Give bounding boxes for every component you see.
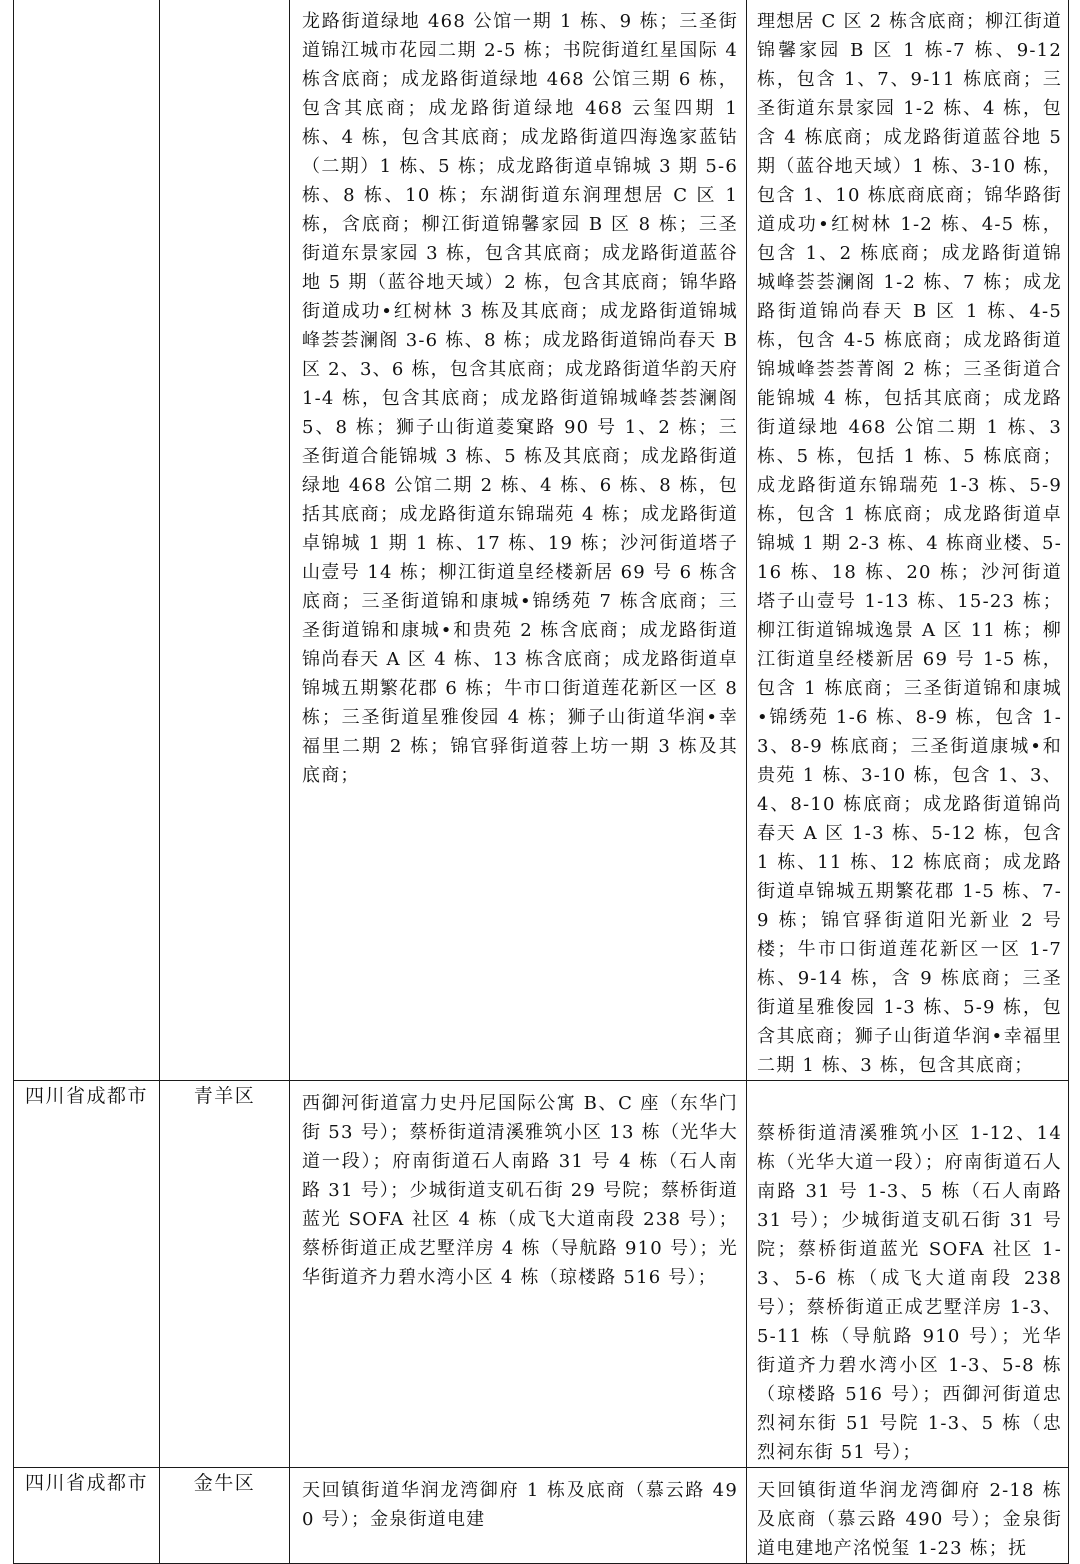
other-buildings-cell xyxy=(747,1081,1069,1468)
district-cell xyxy=(160,1081,290,1468)
province-label: 四川省成都市 xyxy=(24,1085,148,1107)
province-label: 四川省成都市 xyxy=(24,1472,148,1494)
table-row xyxy=(14,1468,1069,1564)
other-buildings-text: 理想居 C 区 2 栋含底商；柳江街道锦馨家园 B 区 1 栋-7 栋、9-12 栋，包含 1、7、9-11 栋底商；三圣街道东景家园 1-2 栋、4 栋，包含 4 栋底商；成龙路街道蓝谷地 5 期（蓝谷地天域）1 栋、3-10 栋，包含 1、10 栋底商底商；锦华路街道成功•红树林 1-2 栋、4-5 栋，包含 1、2 栋底商；成龙路街道锦城峰荟荟澜阁 1-2 栋、7 栋；成龙路街道锦尚春天 B 区 1 栋、4-5 栋，包含 4-5 栋底商；成龙路街道锦城峰荟荟菁阁 2 栋；三圣街道合能锦城 4 栋，包括其底商；成龙路街道绿地 468 公馆二期 1 栋、3 栋、5 栋，包括 1 栋、5 栋底商；成龙路街道东锦瑞苑 1-3 栋、5-9 栋，包含 1 栋底商；成龙路街道卓锦城 1 期 2-3 栋、4 栋商业楼、5-16 栋、18 栋、20 栋；沙河街道塔子山壹号 1-13 栋、15-23 栋；柳江街道锦城逸景 A 区 11 栋；柳江街道皇经楼新居 69 号 1-5 栋，包含 1 栋底商；三圣街道锦和康城•锦绣苑 1-6 栋、8-9 栋，包含 1-3、8-9 栋底商；三圣街道康城•和贵苑 1 栋、3-10 栋，包含 1、3、4、8-10 栋底商；成龙路街道锦尚春天 A 区 1-3 栋、5-12 栋，包含 1 栋、11 栋、12 栋底商；成龙路街道卓锦城五期繁花郡 1-5 栋、7-9 栋；锦官驿街道阳光新业 2 号楼；牛市口街道莲花新区一区 1-7 栋、9-14 栋，含 9 栋底商；三圣街道星雅俊园 1-3 栋、5-9 栋，包含其底商；狮子山街道华润•幸福里二期 1 栋、3 栋，包含其底商； xyxy=(757,11,1062,1076)
district-cell xyxy=(160,0,290,1081)
affected-buildings-cell xyxy=(290,0,747,1081)
province-cell xyxy=(14,0,160,1081)
affected-buildings-text: 龙路街道绿地 468 公馆一期 1 栋、9 栋；三圣街道锦江城市花园二期 2-5 栋；书院街道红星国际 4 栋含底商；成龙路街道绿地 468 公馆三期 6 栋，包含其底商；成龙路街道绿地 468 云玺四期 1 栋、4 栋，包含其底商；成龙路街道四海逸家蓝钻（二期）1 栋、5 栋；成龙路街道卓锦城 3 期 5-6 栋、8 栋、10 栋；东湖街道东润理想居 C 区 1 栋，含底商；柳江街道锦馨家园 B 区 8 栋；三圣街道东景家园 3 栋，包含其底商；成龙路街道蓝谷地 5 期（蓝谷地天域）2 栋，包含其底商；锦华路街道成功•红树林 3 栋及其底商；成龙路街道锦城峰荟荟澜阁 3-6 栋、8 栋；成龙路街道锦尚春天 B 区 2、3、6 栋，包含其底商；成龙路街道华韵天府 1-4 栋，包含其底商；成龙路街道锦城峰荟荟澜阁 5、8 栋；狮子山街道菱窠路 90 号 1、2 栋；三圣街道合能锦城 3 栋、5 栋及其底商；成龙路街道绿地 468 公馆二期 2 栋、4 栋、6 栋、8 栋，包括其底商；成龙路街道东锦瑞苑 4 栋；成龙路街道卓锦城 1 期 1 栋、17 栋、19 栋；沙河街道塔子山壹号 14 栋；柳江街道皇经楼新居 69 号 6 栋含底商；三圣街道锦和康城•锦绣苑 7 栋含底商；三圣街道锦和康城•和贵苑 2 栋含底商；成龙路街道锦尚春天 A 区 4 栋、13 栋含底商；成龙路街道卓锦城五期繁花郡 6 栋；牛市口街道莲花新区一区 8 栋；三圣街道星雅俊园 4 栋；狮子山街道华润•幸福里二期 2 栋；锦官驿街道蓉上坊一期 3 栋及其底商； xyxy=(302,11,738,786)
other-buildings-text: 天回镇街道华润龙湾御府 2-18 栋及底商（慕云路 490 号）；金泉街道电建地产洺悦玺 1-23 栋；抚 xyxy=(757,1480,1062,1559)
affected-buildings-text: 天回镇街道华润龙湾御府 1 栋及底商（慕云路 490 号）；金泉街道电建 xyxy=(302,1480,738,1530)
affected-buildings-text: 西御河街道富力史丹尼国际公寓 B、C 座（东华门街 53 号）；蔡桥街道清溪雅筑小区 13 栋（光华大道一段）；府南街道石人南路 31 号 4 栋（石人南路 31 号）；少城街道支矶石街 29 号院；蔡桥街道蓝光 SOFA 社区 4 栋（成飞大道南段 238 号）；蔡桥街道正成艺墅洋房 4 栋（导航路 910 号）；光华街道齐力碧水湾小区 4 栋（琼楼路 516 号）； xyxy=(302,1093,738,1288)
district-label: 金牛区 xyxy=(193,1472,256,1494)
affected-buildings-cell xyxy=(290,1081,747,1468)
other-buildings-text: 蔡桥街道清溪雅筑小区 1-12、14 栋（光华大道一段）；府南街道石人南路 31 号 1-3、5 栋（石人南路 31 号）；少城街道支矶石街 31 号院；蔡桥街道蓝光 SOFA 社区 1-3、5-6 栋（成飞大道南段 238 号）；蔡桥街道正成艺墅洋房 1-3、5-11 栋（导航路 910 号）；光华街道齐力碧水湾小区 1-3、5-8 栋（琼楼路 516 号）；西御河街道忠烈祠东街 51 号院 1-3、5 栋（忠烈祠东街 51 号）； xyxy=(757,1123,1062,1463)
other-buildings-cell xyxy=(747,0,1069,1081)
table-row xyxy=(14,0,1069,1081)
table-row xyxy=(14,1081,1069,1468)
residential-area-table xyxy=(13,0,1069,1564)
province-cell xyxy=(14,1081,160,1468)
district-label: 青羊区 xyxy=(193,1085,256,1107)
affected-buildings-cell xyxy=(290,1468,747,1564)
other-buildings-cell xyxy=(747,1468,1069,1564)
district-cell xyxy=(160,1468,290,1564)
province-cell xyxy=(14,1468,160,1564)
